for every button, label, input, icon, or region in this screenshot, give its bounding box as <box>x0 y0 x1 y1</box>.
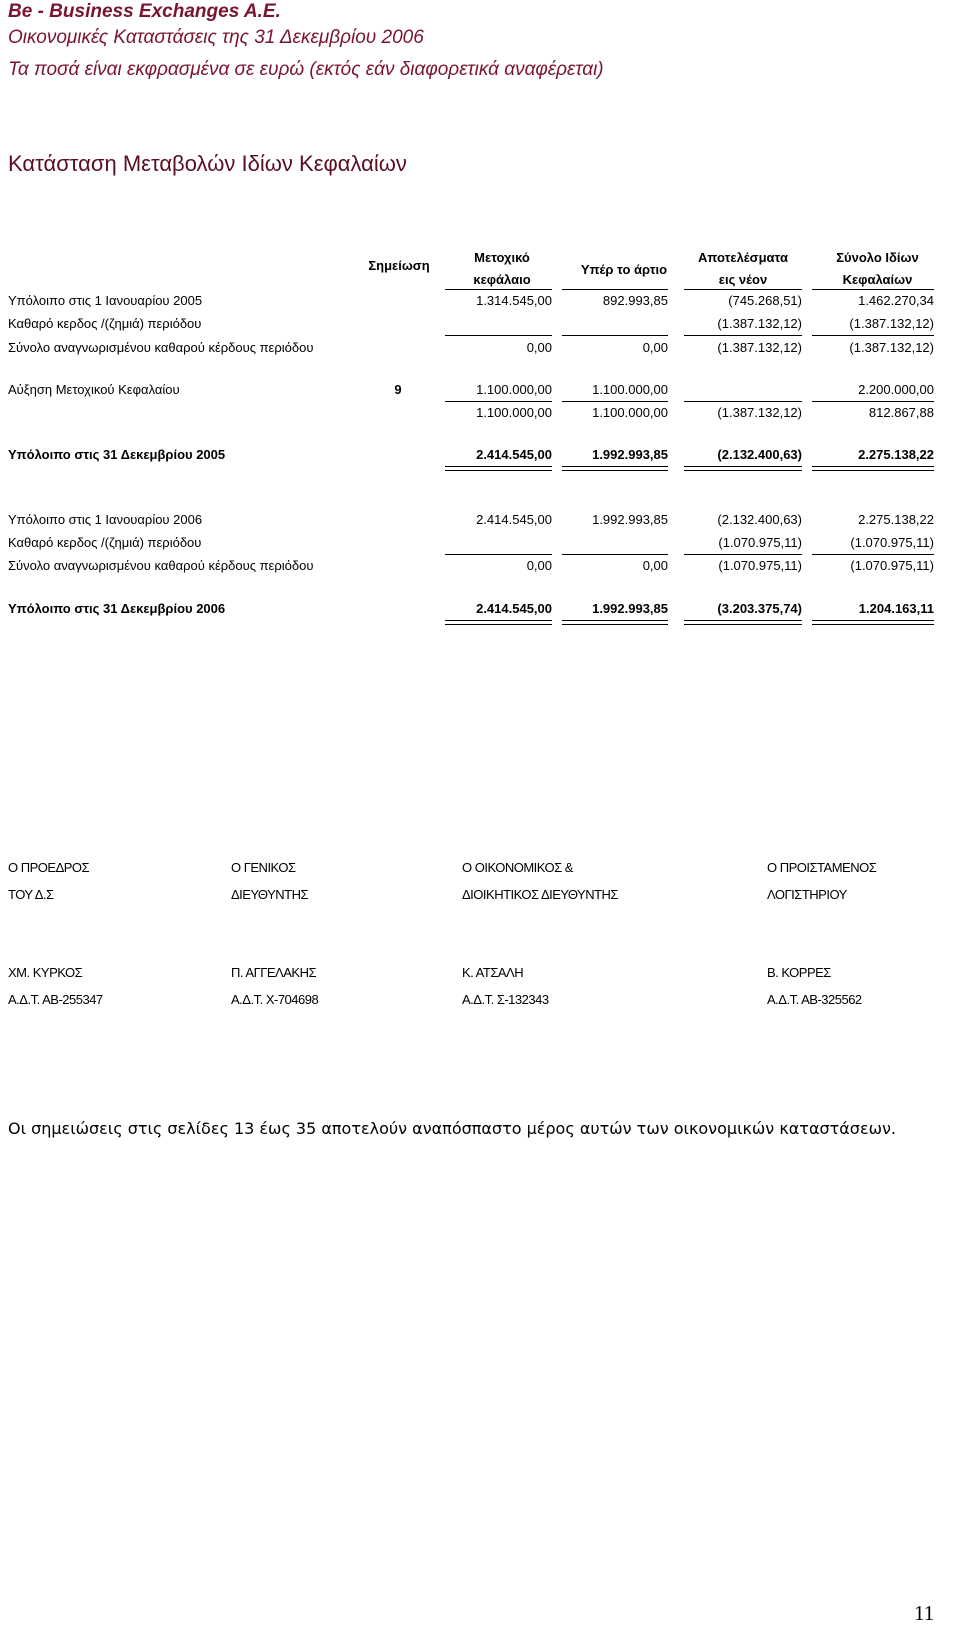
subtotal-line <box>812 554 934 555</box>
subtotal-line <box>445 554 552 555</box>
col-total-line2: Κεφαλαίων <box>842 272 913 287</box>
currency-note: Τα ποσά είναι εκφρασμένα σε ευρώ (εκτός εάν διαφορετικά αναφέρεται) <box>8 59 604 80</box>
signature-title: Ο ΟΙΚΟΝΟΜΙΚΟΣ & <box>462 860 573 875</box>
col-share-premium-header: Υπέρ το άρτιο <box>580 262 668 277</box>
total-double-line <box>812 620 934 625</box>
footer-note: Οι σημειώσεις στις σελίδες 13 έως 35 αποτελούν αναπόσπαστο μέρος αυτών των οικονομικών καταστάσεων. <box>8 1119 897 1138</box>
subtotal-line <box>562 554 668 555</box>
row-label: Υπόλοιπο στις 31 Δεκεμβρίου 2006 <box>8 601 226 616</box>
signature-title: Ο ΠΡΟΕΔΡΟΣ <box>8 860 90 875</box>
signature-title: ΔΙΟΙΚΗΤΙΚΟΣ ΔΙΕΥΘΥΝΤΗΣ <box>462 887 618 902</box>
header-underline <box>812 289 934 290</box>
cell-retained: (1.387.132,12) <box>717 405 802 420</box>
total-double-line <box>812 466 934 471</box>
cell-retained: (2.132.400,63) <box>717 447 802 462</box>
total-double-line <box>684 466 802 471</box>
signature-title: Ο ΓΕΝΙΚΟΣ <box>231 860 296 875</box>
row-label: Υπόλοιπο στις 31 Δεκεμβρίου 2005 <box>8 447 226 462</box>
signature-id: Α.Δ.Τ. Σ-132343 <box>462 992 549 1007</box>
row-label: Αύξηση Μετοχικού Κεφαλαίου <box>8 382 180 397</box>
col-share-capital-header <box>452 247 552 291</box>
cell-retained: (1.387.132,12) <box>717 316 802 331</box>
subtotal-line <box>812 401 934 402</box>
cell-total: 2.275.138,22 <box>858 447 934 462</box>
cell-total: (1.070.975,11) <box>850 558 934 573</box>
signature-title: ΛΟΓΙΣΤΗΡΙΟΥ <box>767 887 847 902</box>
company-name: Be - Business Exchanges A.E. <box>8 1 281 22</box>
total-double-line <box>684 620 802 625</box>
cell-share-premium: 1.992.993,85 <box>592 601 668 616</box>
row-label: Υπόλοιπο στις 1 Ιανουαρίου 2005 <box>8 293 203 308</box>
header-underline <box>684 289 802 290</box>
signature-title: ΤΟΥ Δ.Σ <box>8 887 54 902</box>
subtotal-line <box>684 554 802 555</box>
signature-id: Α.Δ.Τ. ΑΒ-255347 <box>8 992 103 1007</box>
cell-share-premium: 892.993,85 <box>602 293 668 308</box>
row-label: Καθαρό κερδος /(ζημιά) περιόδου <box>8 316 202 331</box>
cell-retained: (745.268,51) <box>728 293 802 308</box>
cell-total: 1.204.163,11 <box>858 601 934 616</box>
table-row-total <box>0 445 960 465</box>
table-row <box>0 291 960 311</box>
subtotal-line <box>445 401 552 402</box>
signature-title: Ο ΠΡΟΙΣΤΑΜΕΝΟΣ <box>767 860 877 875</box>
col-total-header <box>820 247 935 291</box>
table-row <box>0 338 960 358</box>
cell-share-capital: 1.314.545,00 <box>476 293 552 308</box>
cell-share-capital: 2.414.545,00 <box>476 601 552 616</box>
cell-share-premium: 0,00 <box>642 558 668 573</box>
cell-share-premium: 1.100.000,00 <box>592 382 668 397</box>
col-retained-line2: εις νέον <box>718 272 768 287</box>
cell-share-capital: 1.100.000,00 <box>476 382 552 397</box>
signature-name: Β. ΚΟΡΡΕΣ <box>767 965 831 980</box>
section-title: Κατάσταση Μεταβολών Ιδίων Κεφαλαίων <box>8 151 407 176</box>
subtotal-line <box>445 335 552 336</box>
header-underline <box>445 289 552 290</box>
cell-total: (1.387.132,12) <box>849 316 934 331</box>
table-row-total <box>0 599 960 619</box>
signature-name: Π. ΑΓΓΕΛΑΚΗΣ <box>231 965 317 980</box>
page-number: 11 <box>914 1601 935 1625</box>
cell-share-capital: 2.414.545,00 <box>476 447 552 462</box>
cell-share-capital: 0,00 <box>526 558 552 573</box>
statements-title: Οικονομικές Καταστάσεις της 31 Δεκεμβρίου 2006 <box>8 27 424 48</box>
cell-total: 2.275.138,22 <box>858 512 934 527</box>
signature-name: ΧΜ. ΚΥΡΚΟΣ <box>8 965 83 980</box>
cell-share-capital: 2.414.545,00 <box>476 512 552 527</box>
row-note-ref: 9 <box>394 382 402 397</box>
total-double-line <box>445 466 552 471</box>
total-double-line <box>562 620 668 625</box>
signature-id: Α.Δ.Τ. Χ-704698 <box>231 992 319 1007</box>
signature-name: Κ. ΑΤΣΑΛΗ <box>462 965 524 980</box>
signature-id: Α.Δ.Τ. ΑΒ-325562 <box>767 992 862 1007</box>
cell-retained: (3.203.375,74) <box>717 601 802 616</box>
col-total-line1: Σύνολο Ιδίων <box>836 250 919 265</box>
cell-total: 2.200.000,00 <box>858 382 934 397</box>
cell-total: 1.462.270,34 <box>858 293 934 308</box>
table-row <box>0 314 960 334</box>
cell-share-capital: 0,00 <box>526 340 552 355</box>
row-label: Καθαρό κερδος /(ζημιά) περιόδου <box>8 535 202 550</box>
row-label: Σύνολο αναγνωρισμένου καθαρού κέρδους περιόδου <box>8 340 314 355</box>
table-row <box>0 510 960 530</box>
col-share-capital-line2: κεφάλαιο <box>473 272 531 287</box>
table-row <box>0 533 960 553</box>
table-row <box>0 556 960 576</box>
cell-share-premium: 1.100.000,00 <box>592 405 668 420</box>
col-share-capital-line1: Μετοχικό <box>474 250 530 265</box>
cell-share-premium: 1.992.993,85 <box>592 512 668 527</box>
table-row <box>0 380 960 400</box>
cell-total: 812.867,88 <box>868 405 934 420</box>
subtotal-line <box>812 335 934 336</box>
subtotal-line <box>562 335 668 336</box>
total-double-line <box>445 620 552 625</box>
cell-retained: (1.387.132,12) <box>717 340 802 355</box>
subtotal-line <box>684 401 802 402</box>
cell-retained: (2.132.400,63) <box>717 512 802 527</box>
col-retained-header <box>684 247 802 291</box>
header-underline <box>562 289 668 290</box>
cell-share-premium: 0,00 <box>642 340 668 355</box>
cell-retained: (1.070.975,11) <box>718 558 802 573</box>
signature-title: ΔΙΕΥΘΥΝΤΗΣ <box>231 887 309 902</box>
total-double-line <box>562 466 668 471</box>
cell-retained: (1.070.975,11) <box>718 535 802 550</box>
col-note-header: Σημείωση <box>368 258 430 273</box>
row-label: Σύνολο αναγνωρισμένου καθαρού κέρδους περιόδου <box>8 558 314 573</box>
cell-share-capital: 1.100.000,00 <box>476 405 552 420</box>
row-label: Υπόλοιπο στις 1 Ιανουαρίου 2006 <box>8 512 203 527</box>
cell-total: (1.070.975,11) <box>850 535 934 550</box>
table-row <box>0 403 960 423</box>
cell-total: (1.387.132,12) <box>849 340 934 355</box>
subtotal-line <box>684 335 802 336</box>
subtotal-line <box>562 401 668 402</box>
col-retained-line1: Αποτελέσματα <box>698 250 788 265</box>
cell-share-premium: 1.992.993,85 <box>592 447 668 462</box>
